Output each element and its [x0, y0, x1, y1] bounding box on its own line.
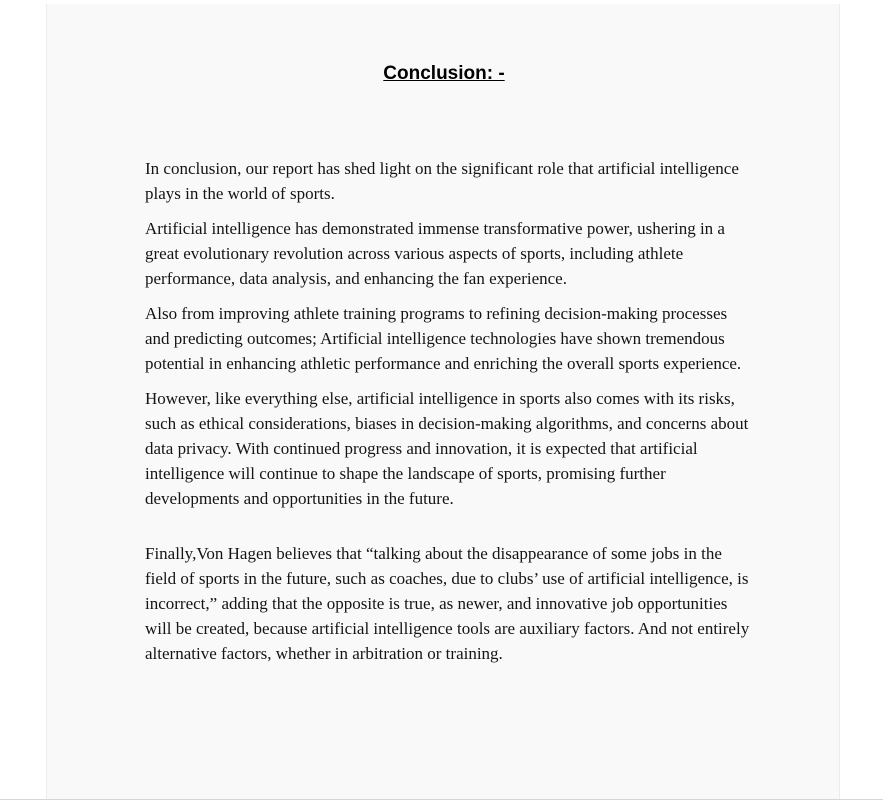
paragraph-risks: However, like everything else, artificial intelligence in sports also comes with its risks, such as ethical considerations, biases in decision-making algorithms, and concerns about data privacy. With continued progress and innovation, it is expected that artificial intelligence will continue to shape the landscape of sports, promising further developments and opportunities in the future.	[145, 389, 749, 508]
page-bottom-divider	[0, 799, 883, 800]
document-page	[46, 4, 840, 799]
paragraph-training-and-decisions: Also from improving athlete training programs to refining decision-making processes and predicting outcomes; Artificial intelligence technologies have shown tremendous potential in enhancing athletic performance and enriching the overall sports experience.	[145, 304, 742, 373]
body-text	[145, 156, 751, 676]
paragraph-intro: In conclusion, our report has shed light on the significant role that artificial intelligence plays in the world of sports.	[145, 159, 739, 203]
paragraph-von-hagen: Finally,Von Hagen believes that “talking about the disappearance of some jobs in the field of sports in the future, such as coaches, due to clubs’ use of artificial intelligence, is incorrect,” adding that the opposite is true, as newer, and innovative job opportunities will be created, because artificial intelligence tools are auxiliary factors. And not entirely alternative factors, whether in arbitration or training.	[145, 544, 750, 663]
paragraph-transformative-power: Artificial intelligence has demonstrated immense transformative power, ushering in a great evolutionary revolution across various aspects of sports, including athlete performance, data analysis, and enhancing the fan experience.	[145, 219, 725, 288]
section-title: Conclusion: -	[383, 63, 505, 84]
